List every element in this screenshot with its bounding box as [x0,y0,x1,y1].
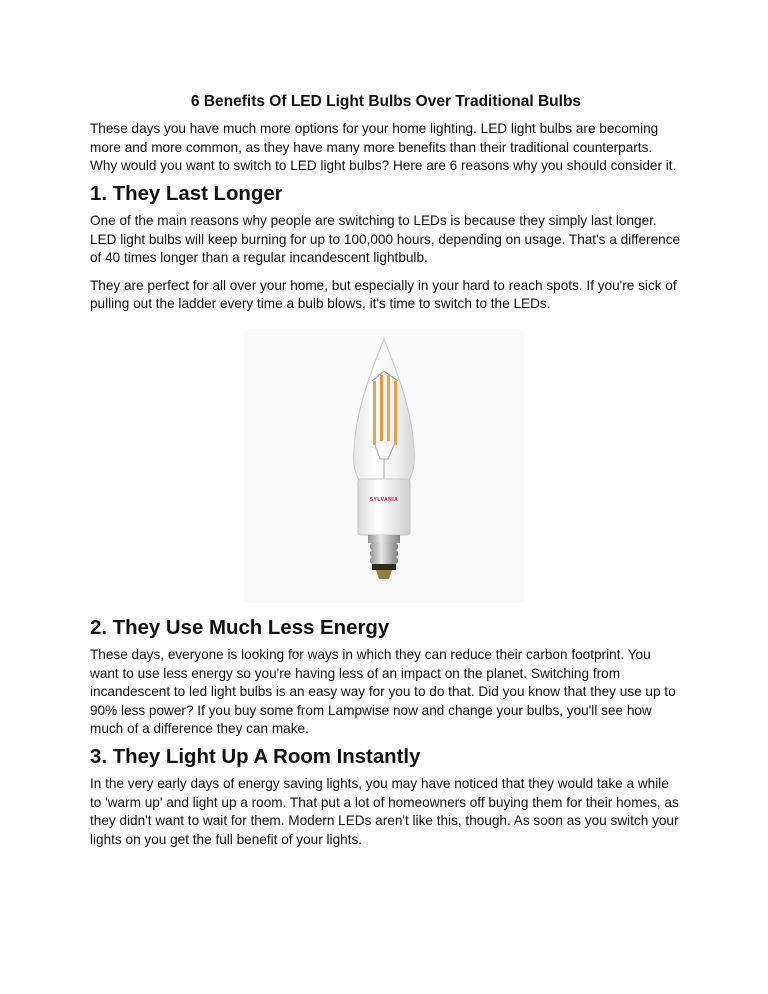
intro-paragraph: These days you have much more options for your home lighting. LED light bulbs are becoming more and more common, as they have many more benefits than their traditional counterparts. Why would you want to switch to LED light bulbs? Here are 6 reasons why you should consider it. [90,121,677,173]
led-candle-bulb-image [244,329,524,603]
bulb-illustration [244,329,524,603]
page-title: 6 Benefits Of LED Light Bulbs Over Traditional Bulbs [190,93,582,110]
section-1-paragraph-1: One of the main reasons why people are switching to LEDs is because they simply last longer. LED light bulbs will keep burning for up to 100,000 hours, depending on usage. That's a difference of 40 times longer than a regular incandescent lightbulb. [90,213,681,265]
section-2-heading: 2. They Use Much Less Energy [90,616,390,639]
section-3-paragraph-1: In the very early days of energy saving lights, you may have noticed that they would take a while to 'warm up' and light up a room. That put a lot of homeowners off buying them for their homes, as they didn't want to wait for them. Modern LEDs aren't like this, though. As soon as you switch your lights on you get the full benefit of your lights. [90,776,679,847]
section-3-heading: 3. They Light Up A Room Instantly [90,745,421,768]
section-2-paragraph-1: These days, everyone is looking for ways in which they can reduce their carbon footprint. You want to use less energy so you're having less of an impact on the planet. Switching from incandescent to led light bulbs is an easy way for you to do that. Did you know that they use up to 90% less power? If you buy some from Lampwise now and change your bulbs, you'll see how much of a difference they can make. [90,647,676,736]
document-page [90,92,682,858]
screw-base [368,535,400,579]
brand-label: SYLVANIA [369,496,399,503]
section-1-paragraph-2: They are perfect for all over your home, but especially in your hard to reach spots. If you're sick of pulling out the ladder every time a bulb blows, it's time to switch to the LEDs. [90,277,677,311]
section-1-heading: 1. They Last Longer [90,182,283,205]
